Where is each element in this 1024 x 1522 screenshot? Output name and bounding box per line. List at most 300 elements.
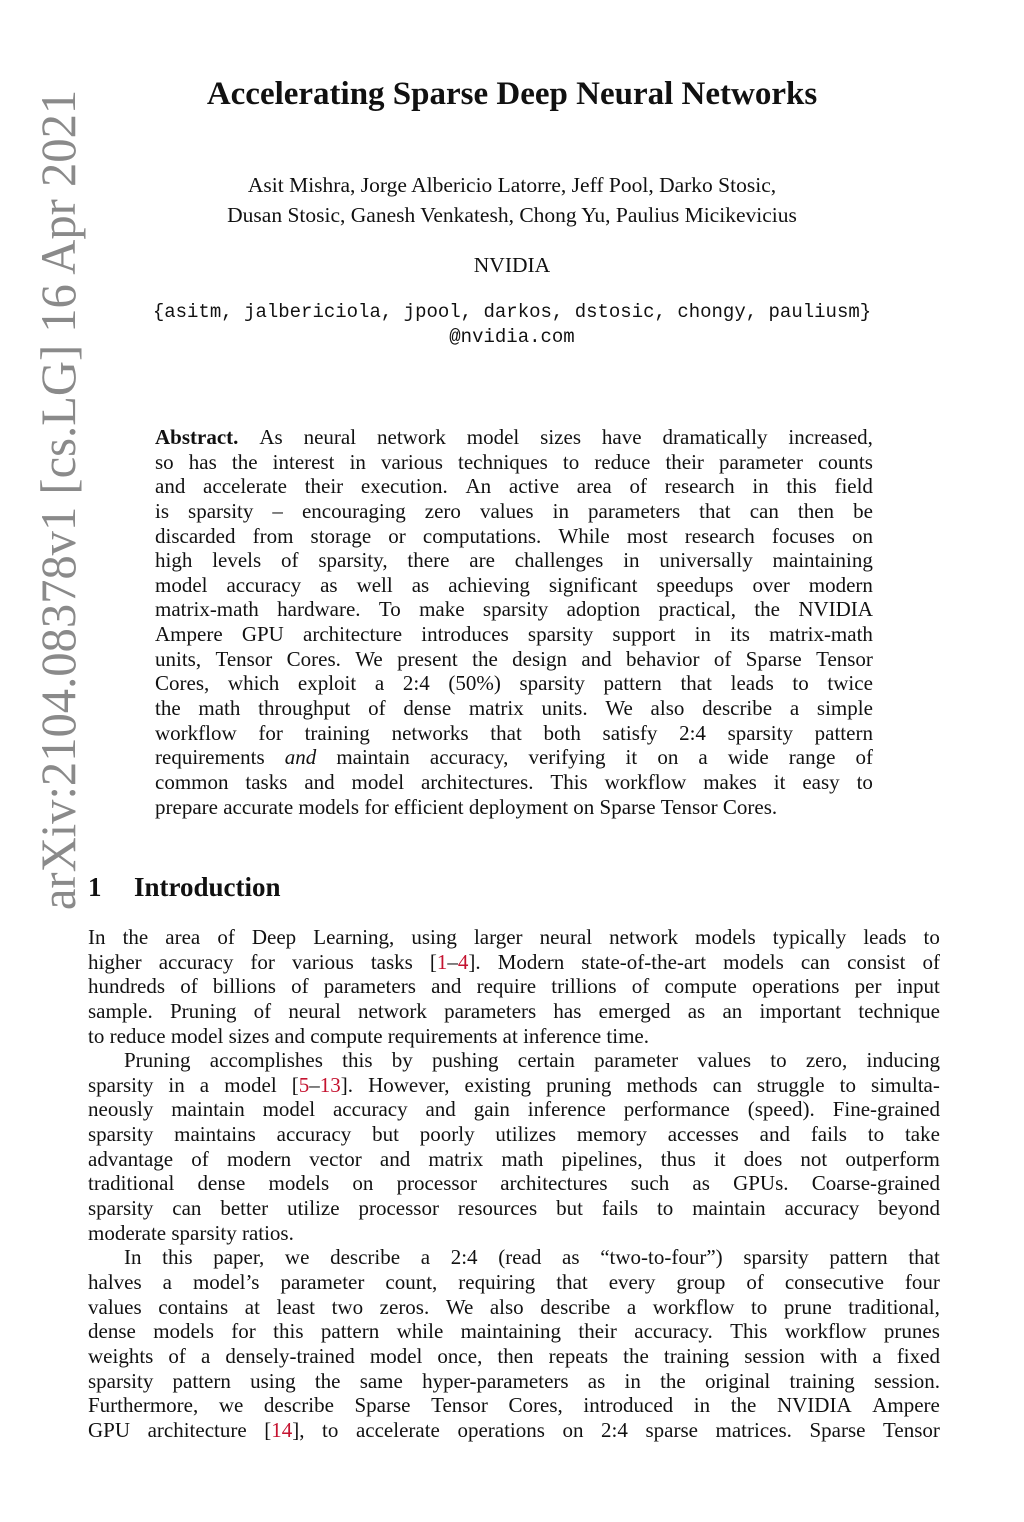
text: parameter: [719, 449, 803, 474]
text: be: [853, 498, 873, 523]
word: [388, 524, 406, 549]
word: [627, 1295, 636, 1320]
word: [553, 499, 569, 524]
text: challenges: [514, 548, 604, 573]
word: [884, 1319, 940, 1344]
text: reduce: [109, 1023, 166, 1048]
text: throughput: [258, 696, 351, 721]
text: input: [896, 974, 940, 999]
word: [501, 1147, 543, 1172]
text: network: [609, 925, 678, 949]
word: [88, 1270, 142, 1295]
word: [430, 745, 508, 770]
word: [318, 548, 387, 573]
word: [171, 1024, 229, 1049]
word: [626, 1073, 697, 1098]
text: same: [359, 1368, 403, 1393]
word: [407, 548, 449, 573]
word: [723, 950, 784, 975]
word: [498, 1245, 541, 1270]
word: [446, 1295, 473, 1320]
word: [503, 1024, 523, 1049]
word: [512, 647, 567, 672]
text: larger: [473, 925, 523, 949]
word: [540, 425, 581, 450]
citation-link[interactable]: 13: [319, 1072, 341, 1097]
text: its: [730, 622, 750, 647]
text: densely-trained: [225, 1343, 355, 1368]
text-line: [155, 721, 873, 746]
word: [298, 671, 356, 696]
text: However,: [368, 1072, 450, 1097]
text: interest: [272, 449, 335, 474]
text: while: [396, 1319, 444, 1344]
word: [188, 499, 253, 524]
text: of: [713, 646, 732, 671]
text-line: [88, 1221, 940, 1246]
word: [458, 1270, 535, 1295]
text: a: [200, 1343, 211, 1368]
text: it: [773, 769, 786, 794]
word: [694, 1393, 710, 1418]
text-line: [88, 1122, 940, 1147]
word: [465, 1073, 532, 1098]
text-line: [88, 1024, 940, 1049]
text: wide: [727, 745, 769, 770]
word: [798, 499, 834, 524]
text: not: [800, 1146, 828, 1171]
word: [431, 1393, 488, 1418]
text: does: [743, 1146, 783, 1171]
text: hyper-parameters: [422, 1368, 569, 1393]
text: efficient: [394, 794, 464, 819]
word: [840, 1073, 856, 1098]
text: various: [381, 449, 443, 474]
word: [168, 1073, 184, 1098]
text: discarded: [155, 523, 236, 548]
word: [665, 474, 735, 499]
text-line: [155, 573, 873, 598]
word: [500, 1171, 607, 1196]
word: [451, 1245, 478, 1270]
text: session: [744, 1343, 805, 1368]
text: in: [693, 1393, 711, 1418]
word: [878, 1196, 940, 1221]
text: universally: [659, 548, 753, 573]
word: [302, 499, 406, 524]
text: Ampere: [155, 622, 223, 647]
word: [191, 1147, 209, 1172]
word: [897, 1344, 940, 1369]
word: [723, 795, 777, 820]
text: and: [284, 745, 317, 770]
word: [746, 1270, 764, 1295]
word: [360, 1369, 403, 1394]
word: [437, 1344, 482, 1369]
text: As: [259, 425, 283, 449]
text: accuracy: [226, 572, 302, 597]
word: [273, 1319, 303, 1344]
text: architecture: [147, 1417, 247, 1442]
text: workflow: [652, 1294, 735, 1319]
text: processor: [358, 1196, 439, 1221]
word: [609, 1270, 656, 1295]
text-line: [88, 1344, 940, 1369]
text: field: [834, 474, 873, 499]
word: [212, 548, 261, 573]
word: [490, 1295, 524, 1320]
text: sparsity: [88, 1072, 154, 1097]
word: [397, 1319, 444, 1344]
text: model’s: [192, 1269, 260, 1294]
text: requiring: [458, 1269, 536, 1294]
word: [660, 1369, 686, 1394]
word: [657, 1196, 673, 1221]
text: models: [298, 794, 360, 819]
text: of: [855, 745, 873, 770]
word: [509, 474, 559, 499]
text: can: [712, 1072, 742, 1097]
word: [577, 474, 612, 499]
text-line: [155, 548, 873, 573]
text: Modern: [497, 949, 565, 974]
text: using: [250, 1368, 296, 1393]
text: neural: [539, 925, 593, 949]
text: weights: [88, 1343, 154, 1368]
text: of: [746, 1269, 764, 1294]
text: Learning,: [313, 925, 395, 949]
text: their: [578, 1319, 617, 1344]
word: [785, 1196, 860, 1221]
text-line: [88, 1171, 940, 1196]
text: prunes: [883, 1319, 940, 1344]
word: [229, 1024, 275, 1049]
text: then: [797, 498, 835, 523]
text: 2:4: [402, 671, 430, 696]
word: [458, 450, 548, 475]
text-line: [88, 1097, 940, 1122]
word: [578, 1319, 616, 1344]
word: [287, 647, 341, 672]
text: –: [272, 498, 283, 523]
text: parameters: [323, 974, 416, 999]
text: for: [364, 794, 389, 819]
text: group: [676, 1269, 726, 1294]
word: [448, 573, 530, 598]
word: [88, 925, 106, 950]
word: [264, 1393, 334, 1418]
word: [777, 1393, 852, 1418]
text: (50%): [448, 671, 501, 696]
text: matrices.: [715, 1417, 792, 1442]
word: [602, 1196, 638, 1221]
text: GPU: [88, 1417, 131, 1442]
text: to: [562, 449, 580, 474]
text: gain: [473, 1097, 510, 1122]
text: accuracy: [158, 949, 234, 974]
text: accesses: [667, 1122, 739, 1147]
text: parameter: [594, 1048, 679, 1073]
text: pattern: [829, 1245, 888, 1270]
text: This: [730, 1319, 768, 1344]
word: [428, 1147, 483, 1172]
text: satisfy: [602, 720, 658, 745]
text: parameters: [588, 498, 681, 523]
text-line: [155, 524, 873, 549]
text: maintain: [692, 1196, 766, 1221]
word: [759, 999, 841, 1024]
text: values: [88, 1294, 142, 1319]
word: [606, 1024, 649, 1049]
word: [657, 745, 678, 770]
word: [594, 450, 650, 475]
text: and: [581, 646, 612, 671]
word: [474, 1097, 510, 1122]
text: sparsity: [88, 1122, 154, 1147]
word: [802, 770, 839, 795]
text: but: [556, 1196, 583, 1221]
text: as: [562, 1245, 580, 1270]
text: to: [88, 1023, 105, 1048]
text: the: [660, 1368, 686, 1393]
text: original: [704, 1368, 771, 1393]
text: a: [199, 1072, 210, 1097]
word: [242, 622, 284, 647]
word: [193, 1270, 260, 1295]
word: [716, 1418, 792, 1443]
text: ratios.: [241, 1220, 294, 1245]
text: Sparse: [354, 1393, 411, 1418]
text: Tensor: [215, 646, 273, 671]
text: two: [331, 1294, 364, 1319]
word: [752, 573, 789, 598]
word: [627, 524, 668, 549]
word: [605, 696, 632, 721]
word: [210, 1048, 323, 1073]
text: thus: [660, 1146, 696, 1171]
word: [872, 1393, 940, 1418]
text: higher: [88, 949, 142, 974]
citation-link[interactable]: 4: [457, 949, 469, 974]
word: [495, 1122, 556, 1147]
word: [155, 597, 259, 622]
text: easy: [802, 769, 840, 794]
word: [285, 1245, 310, 1270]
text: high: [155, 548, 193, 573]
word: [223, 795, 298, 820]
word: [155, 425, 238, 450]
text: We: [445, 1294, 474, 1319]
word: [165, 925, 200, 950]
text-line: [155, 647, 873, 672]
text: there: [407, 548, 450, 573]
text: accomplishes: [209, 1048, 323, 1073]
text: maintaining: [460, 1319, 561, 1344]
text: –: [309, 1072, 320, 1097]
text: repeats: [548, 1343, 609, 1368]
text-line: [155, 770, 873, 795]
text: poorly: [419, 1122, 475, 1147]
text: count,: [385, 1269, 438, 1294]
text: active: [508, 474, 560, 499]
text: utilizes: [495, 1122, 557, 1147]
word: [158, 1295, 228, 1320]
word: [217, 925, 235, 950]
text: Sparse: [809, 1417, 866, 1442]
text: well: [356, 572, 393, 597]
word: [760, 1122, 790, 1147]
word: [226, 573, 301, 598]
text: ],: [292, 1417, 305, 1442]
word: [361, 474, 448, 499]
text: and: [379, 1146, 411, 1171]
word: [281, 548, 299, 573]
word: [746, 647, 802, 672]
word: [303, 622, 402, 647]
text: have: [601, 425, 642, 449]
text: in: [623, 548, 640, 573]
text: the: [472, 646, 498, 671]
word: [480, 499, 534, 524]
word: [124, 1048, 191, 1073]
text: model: [369, 1343, 423, 1368]
text: that: [490, 720, 522, 745]
word: [375, 671, 384, 696]
text: computations.: [422, 523, 542, 548]
word: [697, 1048, 751, 1073]
word: [695, 925, 756, 950]
word: [162, 1245, 192, 1270]
text: describe: [263, 1393, 334, 1418]
word: [469, 795, 573, 820]
text-line: [88, 1418, 940, 1443]
citation-link[interactable]: 1: [436, 949, 448, 974]
text: model: [262, 1097, 316, 1122]
section-heading: [88, 872, 281, 903]
text: it: [625, 745, 638, 770]
text: advantage: [88, 1146, 174, 1171]
text: –: [447, 949, 458, 974]
affiliation: NVIDIA: [473, 253, 551, 277]
text-line: [88, 925, 940, 950]
word: [124, 1245, 142, 1270]
text: the: [314, 1368, 341, 1393]
word: [769, 622, 873, 647]
word: [88, 1418, 130, 1443]
word: [664, 974, 736, 999]
citation-link[interactable]: 5: [298, 1072, 310, 1097]
text: this: [342, 1048, 373, 1073]
word: [581, 950, 706, 975]
word: [364, 795, 394, 820]
word: [528, 622, 593, 647]
text: of: [368, 696, 386, 721]
text: better: [220, 1196, 269, 1221]
word: [816, 647, 873, 672]
word: [448, 671, 500, 696]
word: [272, 499, 283, 524]
word: [88, 950, 142, 975]
word: [422, 1369, 569, 1394]
text: billions: [212, 974, 276, 999]
word: [372, 1122, 399, 1147]
text: take: [904, 1122, 940, 1147]
word: [818, 450, 873, 475]
word: [773, 925, 846, 950]
word: [801, 950, 830, 975]
word: [629, 474, 647, 499]
word: [298, 795, 364, 820]
text: GPUs.: [733, 1171, 789, 1196]
text: achieving: [448, 572, 530, 597]
word: [789, 745, 836, 770]
text: as: [692, 1171, 710, 1196]
text: has: [188, 449, 217, 474]
word: [342, 1048, 372, 1073]
text: this: [786, 474, 817, 499]
word: [397, 647, 458, 672]
word: [663, 425, 768, 450]
word: [220, 1196, 268, 1221]
word: [420, 1122, 475, 1147]
word: [356, 1418, 440, 1443]
text: This: [550, 769, 588, 794]
text: on: [657, 745, 679, 770]
word: [871, 1073, 940, 1098]
text: on: [562, 1417, 584, 1442]
text: a: [420, 1245, 431, 1270]
word: [562, 1245, 580, 1270]
word: [661, 795, 723, 820]
word: [695, 622, 711, 647]
text: state-of-the-art: [581, 949, 707, 974]
text: sparsity: [88, 1368, 154, 1393]
word: [250, 950, 275, 975]
text: dense: [403, 696, 452, 721]
text: in: [349, 449, 366, 474]
word: [292, 1073, 353, 1098]
text: can: [749, 498, 779, 523]
citation-link[interactable]: 14: [271, 1417, 293, 1442]
word: [556, 1270, 588, 1295]
text: neously: [88, 1097, 154, 1122]
emails-line-1: {asitm, jalbericiola, jpool, darkos, dstosic, chongy, pauliusm}: [152, 301, 872, 323]
word: [699, 499, 731, 524]
text: traditional,: [848, 1294, 940, 1319]
word: [385, 1270, 437, 1295]
text: In: [124, 1245, 142, 1270]
text: makes: [703, 769, 757, 794]
text: leads: [863, 925, 907, 949]
word: [603, 721, 658, 746]
word: [748, 1097, 815, 1122]
word: [269, 1171, 330, 1196]
word: [285, 745, 317, 770]
abstract-label: Abstract.: [155, 425, 239, 449]
text-line: [155, 696, 873, 721]
word: [88, 1147, 173, 1172]
word: [461, 1319, 561, 1344]
text: matrix: [428, 1146, 484, 1171]
text: ].: [340, 1072, 353, 1097]
text: using: [411, 925, 457, 949]
text: training: [304, 720, 370, 745]
text: requirements: [387, 1023, 498, 1048]
text: present: [397, 646, 458, 671]
text: pattern: [172, 1368, 231, 1393]
text: ].: [468, 949, 481, 974]
word: [358, 999, 427, 1024]
